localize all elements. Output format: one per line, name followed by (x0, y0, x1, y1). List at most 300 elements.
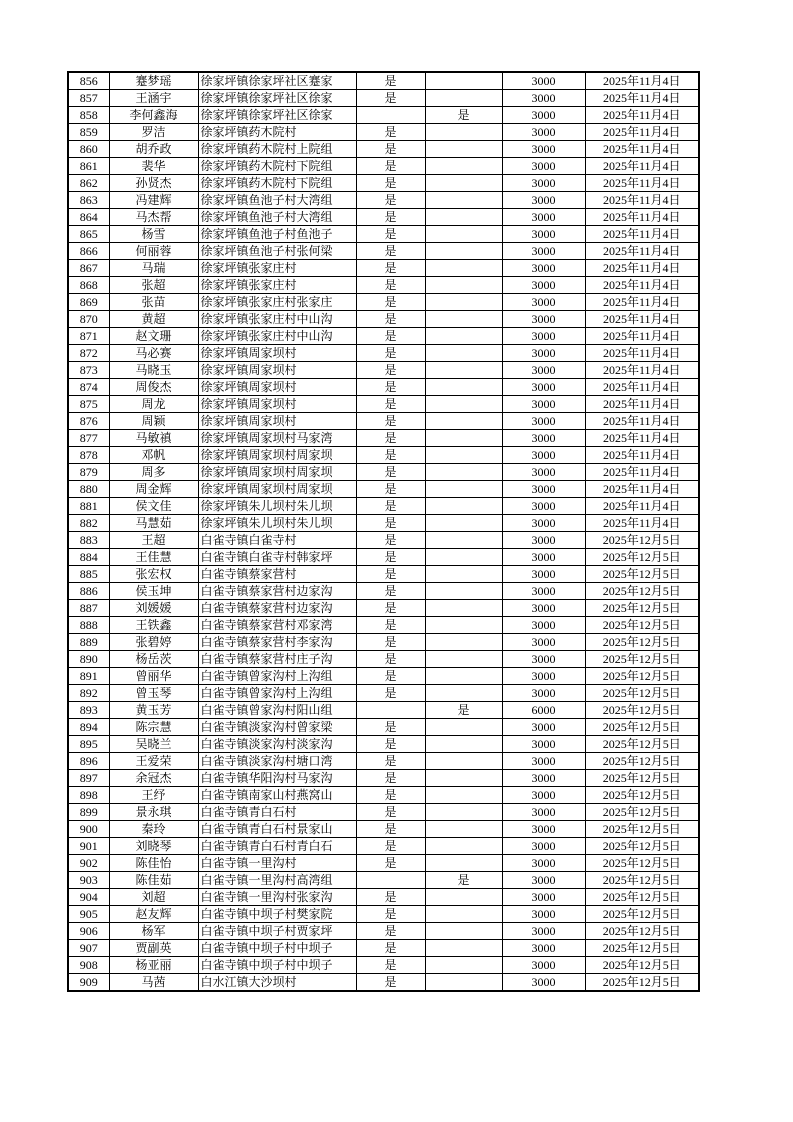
cell-address: 徐家坪镇药木院村 (198, 124, 356, 141)
cell-date: 2025年12月5日 (585, 685, 699, 702)
cell-address: 徐家坪镇鱼池子村张何梁 (198, 243, 356, 260)
cell-confirm-secondary (425, 634, 502, 651)
cell-amount: 3000 (502, 158, 585, 175)
cell-address: 白雀寺镇曾家沟村上沟组 (198, 685, 356, 702)
cell-serial-number: 906 (68, 923, 109, 940)
cell-address: 白雀寺镇一里沟村高湾组 (198, 872, 356, 889)
cell-amount: 3000 (502, 719, 585, 736)
cell-serial-number: 875 (68, 396, 109, 413)
cell-date: 2025年12月5日 (585, 583, 699, 600)
cell-amount: 3000 (502, 311, 585, 328)
cell-serial-number: 886 (68, 583, 109, 600)
cell-person-name: 黄玉芳 (109, 702, 198, 719)
table-row (68, 107, 699, 124)
cell-amount: 3000 (502, 804, 585, 821)
cell-date: 2025年12月5日 (585, 889, 699, 906)
cell-serial-number: 884 (68, 549, 109, 566)
cell-date: 2025年11月4日 (585, 243, 699, 260)
cell-confirm-primary: 是 (356, 464, 425, 481)
cell-person-name: 杨亚丽 (109, 957, 198, 974)
cell-confirm-secondary (425, 770, 502, 787)
cell-address: 徐家坪镇周家坝村周家坝 (198, 464, 356, 481)
cell-amount: 3000 (502, 566, 585, 583)
cell-address: 徐家坪镇药木院村下院组 (198, 175, 356, 192)
cell-date: 2025年12月5日 (585, 532, 699, 549)
cell-date: 2025年12月5日 (585, 821, 699, 838)
cell-confirm-secondary (425, 668, 502, 685)
cell-date: 2025年11月4日 (585, 362, 699, 379)
cell-serial-number: 876 (68, 413, 109, 430)
cell-address: 白雀寺镇蔡家营村邓家湾 (198, 617, 356, 634)
cell-date: 2025年12月5日 (585, 940, 699, 957)
table-row (68, 770, 699, 787)
cell-confirm-primary: 是 (356, 72, 425, 90)
table-row (68, 90, 699, 107)
cell-serial-number: 867 (68, 260, 109, 277)
cell-confirm-primary: 是 (356, 549, 425, 566)
cell-address: 徐家坪镇鱼池子村大湾组 (198, 209, 356, 226)
cell-confirm-primary: 是 (356, 243, 425, 260)
cell-confirm-secondary (425, 685, 502, 702)
cell-amount: 3000 (502, 72, 585, 90)
cell-amount: 3000 (502, 583, 585, 600)
cell-amount: 3000 (502, 923, 585, 940)
cell-date: 2025年12月5日 (585, 838, 699, 855)
cell-address: 徐家坪镇张家庄村中山沟 (198, 328, 356, 345)
cell-address: 徐家坪镇周家坝村周家坝 (198, 481, 356, 498)
cell-confirm-secondary (425, 617, 502, 634)
cell-serial-number: 897 (68, 770, 109, 787)
table-row (68, 787, 699, 804)
cell-address: 徐家坪镇徐家坪社区蹇家 (198, 72, 356, 90)
cell-serial-number: 869 (68, 294, 109, 311)
cell-confirm-secondary (425, 447, 502, 464)
cell-person-name: 贾副英 (109, 940, 198, 957)
cell-address: 徐家坪镇张家庄村 (198, 260, 356, 277)
cell-person-name: 曾丽华 (109, 668, 198, 685)
cell-address: 徐家坪镇张家庄村 (198, 277, 356, 294)
cell-serial-number: 904 (68, 889, 109, 906)
table-row (68, 72, 699, 90)
table-row (68, 651, 699, 668)
cell-serial-number: 885 (68, 566, 109, 583)
cell-serial-number: 887 (68, 600, 109, 617)
cell-confirm-primary: 是 (356, 855, 425, 872)
table-row (68, 566, 699, 583)
cell-person-name: 刘晓琴 (109, 838, 198, 855)
cell-serial-number: 874 (68, 379, 109, 396)
cell-serial-number: 908 (68, 957, 109, 974)
cell-amount: 3000 (502, 90, 585, 107)
table-row (68, 923, 699, 940)
cell-amount: 3000 (502, 736, 585, 753)
table-row (68, 243, 699, 260)
table-row (68, 141, 699, 158)
cell-serial-number: 861 (68, 158, 109, 175)
cell-serial-number: 866 (68, 243, 109, 260)
cell-amount: 3000 (502, 430, 585, 447)
table-row (68, 600, 699, 617)
table-row (68, 940, 699, 957)
cell-address: 徐家坪镇张家庄村张家庄 (198, 294, 356, 311)
cell-date: 2025年11月4日 (585, 90, 699, 107)
table-row (68, 957, 699, 974)
cell-address: 白雀寺镇白雀寺村韩家坪 (198, 549, 356, 566)
cell-confirm-secondary (425, 90, 502, 107)
cell-confirm-secondary (425, 906, 502, 923)
table-row (68, 328, 699, 345)
cell-date: 2025年12月5日 (585, 855, 699, 872)
cell-date: 2025年12月5日 (585, 770, 699, 787)
cell-confirm-secondary (425, 889, 502, 906)
cell-amount: 6000 (502, 702, 585, 719)
table-row (68, 974, 699, 992)
cell-serial-number: 863 (68, 192, 109, 209)
cell-address: 徐家坪镇鱼池子村鱼池子 (198, 226, 356, 243)
cell-confirm-secondary (425, 940, 502, 957)
cell-date: 2025年12月5日 (585, 906, 699, 923)
table-row (68, 124, 699, 141)
cell-amount: 3000 (502, 464, 585, 481)
cell-date: 2025年11月4日 (585, 107, 699, 124)
cell-confirm-secondary (425, 804, 502, 821)
cell-serial-number: 895 (68, 736, 109, 753)
cell-address: 徐家坪镇周家坝村 (198, 413, 356, 430)
cell-confirm-primary: 是 (356, 294, 425, 311)
cell-person-name: 余冠杰 (109, 770, 198, 787)
table-row (68, 447, 699, 464)
cell-amount: 3000 (502, 260, 585, 277)
cell-date: 2025年11月4日 (585, 141, 699, 158)
table-row (68, 617, 699, 634)
cell-amount: 3000 (502, 532, 585, 549)
cell-confirm-primary: 是 (356, 787, 425, 804)
cell-person-name: 王涵宇 (109, 90, 198, 107)
cell-date: 2025年12月5日 (585, 872, 699, 889)
cell-serial-number: 905 (68, 906, 109, 923)
cell-confirm-primary: 是 (356, 447, 425, 464)
cell-person-name: 赵友辉 (109, 906, 198, 923)
cell-person-name: 周金辉 (109, 481, 198, 498)
cell-date: 2025年11月4日 (585, 498, 699, 515)
cell-date: 2025年11月4日 (585, 413, 699, 430)
cell-confirm-primary: 是 (356, 430, 425, 447)
cell-confirm-primary: 是 (356, 719, 425, 736)
table-row (68, 345, 699, 362)
cell-person-name: 侯文佳 (109, 498, 198, 515)
cell-amount: 3000 (502, 838, 585, 855)
cell-address: 白雀寺镇一里沟村 (198, 855, 356, 872)
cell-date: 2025年12月5日 (585, 549, 699, 566)
cell-confirm-primary: 是 (356, 90, 425, 107)
cell-serial-number: 878 (68, 447, 109, 464)
cell-date: 2025年12月5日 (585, 617, 699, 634)
cell-date: 2025年11月4日 (585, 430, 699, 447)
cell-confirm-secondary (425, 736, 502, 753)
table-row (68, 209, 699, 226)
cell-person-name: 黄超 (109, 311, 198, 328)
table-row (68, 396, 699, 413)
cell-confirm-primary: 是 (356, 634, 425, 651)
cell-serial-number: 868 (68, 277, 109, 294)
cell-date: 2025年12月5日 (585, 787, 699, 804)
cell-confirm-secondary (425, 124, 502, 141)
cell-date: 2025年12月5日 (585, 566, 699, 583)
cell-amount: 3000 (502, 124, 585, 141)
cell-address: 徐家坪镇药木院村下院组 (198, 158, 356, 175)
cell-confirm-secondary: 是 (425, 107, 502, 124)
cell-amount: 3000 (502, 413, 585, 430)
cell-address: 白雀寺镇南家山村燕窝山 (198, 787, 356, 804)
cell-address: 白雀寺镇白雀寺村 (198, 532, 356, 549)
cell-amount: 3000 (502, 328, 585, 345)
cell-confirm-primary: 是 (356, 345, 425, 362)
table-row (68, 362, 699, 379)
cell-confirm-secondary (425, 855, 502, 872)
cell-person-name: 张宏权 (109, 566, 198, 583)
cell-person-name: 周俊杰 (109, 379, 198, 396)
cell-address: 徐家坪镇周家坝村 (198, 379, 356, 396)
table-row (68, 311, 699, 328)
cell-person-name: 赵文珊 (109, 328, 198, 345)
cell-confirm-primary: 是 (356, 379, 425, 396)
cell-confirm-secondary (425, 362, 502, 379)
cell-confirm-primary: 是 (356, 481, 425, 498)
cell-address: 徐家坪镇朱儿坝村朱儿坝 (198, 515, 356, 532)
table-row (68, 413, 699, 430)
cell-confirm-secondary (425, 345, 502, 362)
table-row (68, 464, 699, 481)
cell-person-name: 马瑞 (109, 260, 198, 277)
cell-person-name: 陈佳茹 (109, 872, 198, 889)
cell-serial-number: 898 (68, 787, 109, 804)
cell-confirm-primary: 是 (356, 651, 425, 668)
cell-confirm-secondary (425, 260, 502, 277)
table-row (68, 872, 699, 889)
cell-date: 2025年11月4日 (585, 464, 699, 481)
cell-confirm-primary: 是 (356, 515, 425, 532)
table-row (68, 192, 699, 209)
cell-serial-number: 888 (68, 617, 109, 634)
cell-serial-number: 858 (68, 107, 109, 124)
cell-address: 徐家坪镇周家坝村 (198, 362, 356, 379)
cell-serial-number: 890 (68, 651, 109, 668)
cell-amount: 3000 (502, 634, 585, 651)
cell-address: 白雀寺镇曾家沟村阳山组 (198, 702, 356, 719)
cell-amount: 3000 (502, 753, 585, 770)
cell-serial-number: 881 (68, 498, 109, 515)
cell-confirm-primary: 是 (356, 209, 425, 226)
cell-address: 徐家坪镇张家庄村中山沟 (198, 311, 356, 328)
cell-confirm-primary: 是 (356, 889, 425, 906)
table-row (68, 889, 699, 906)
cell-serial-number: 864 (68, 209, 109, 226)
cell-date: 2025年12月5日 (585, 804, 699, 821)
cell-person-name: 何丽蓉 (109, 243, 198, 260)
roster-table-body (68, 72, 699, 991)
cell-serial-number: 859 (68, 124, 109, 141)
cell-amount: 3000 (502, 549, 585, 566)
cell-date: 2025年11月4日 (585, 311, 699, 328)
table-row (68, 855, 699, 872)
cell-confirm-secondary: 是 (425, 872, 502, 889)
cell-serial-number: 873 (68, 362, 109, 379)
cell-date: 2025年11月4日 (585, 209, 699, 226)
cell-confirm-secondary (425, 294, 502, 311)
cell-address: 白雀寺镇蔡家营村边家沟 (198, 583, 356, 600)
cell-serial-number: 892 (68, 685, 109, 702)
table-row (68, 804, 699, 821)
cell-serial-number: 900 (68, 821, 109, 838)
cell-person-name: 周龙 (109, 396, 198, 413)
cell-amount: 3000 (502, 498, 585, 515)
cell-amount: 3000 (502, 685, 585, 702)
cell-serial-number: 901 (68, 838, 109, 855)
cell-date: 2025年12月5日 (585, 719, 699, 736)
cell-date: 2025年11月4日 (585, 481, 699, 498)
cell-confirm-primary: 是 (356, 192, 425, 209)
cell-confirm-primary: 是 (356, 770, 425, 787)
cell-confirm-secondary (425, 328, 502, 345)
cell-confirm-primary: 是 (356, 957, 425, 974)
table-row (68, 634, 699, 651)
table-row (68, 430, 699, 447)
cell-amount: 3000 (502, 226, 585, 243)
cell-confirm-secondary (425, 158, 502, 175)
cell-address: 徐家坪镇周家坝村马家湾 (198, 430, 356, 447)
cell-confirm-secondary (425, 243, 502, 260)
cell-person-name: 张碧婷 (109, 634, 198, 651)
cell-date: 2025年11月4日 (585, 515, 699, 532)
cell-person-name: 刘超 (109, 889, 198, 906)
cell-address: 徐家坪镇徐家坪社区徐家 (198, 107, 356, 124)
cell-person-name: 王纾 (109, 787, 198, 804)
cell-amount: 3000 (502, 974, 585, 992)
cell-person-name: 蹇梦瑶 (109, 72, 198, 90)
cell-amount: 3000 (502, 855, 585, 872)
cell-confirm-secondary (425, 549, 502, 566)
cell-confirm-primary: 是 (356, 736, 425, 753)
cell-person-name: 马杰帮 (109, 209, 198, 226)
cell-person-name: 刘媛媛 (109, 600, 198, 617)
table-row (68, 583, 699, 600)
cell-date: 2025年12月5日 (585, 702, 699, 719)
cell-amount: 3000 (502, 175, 585, 192)
cell-address: 白雀寺镇华阳沟村马家沟 (198, 770, 356, 787)
cell-amount: 3000 (502, 651, 585, 668)
cell-confirm-secondary (425, 209, 502, 226)
cell-confirm-primary: 是 (356, 532, 425, 549)
cell-date: 2025年11月4日 (585, 124, 699, 141)
cell-amount: 3000 (502, 294, 585, 311)
cell-address: 白雀寺镇淡家沟村淡家沟 (198, 736, 356, 753)
cell-serial-number: 870 (68, 311, 109, 328)
cell-person-name: 李何鑫海 (109, 107, 198, 124)
cell-confirm-primary: 是 (356, 413, 425, 430)
cell-serial-number: 909 (68, 974, 109, 992)
cell-address: 白雀寺镇中坝子村樊家院 (198, 906, 356, 923)
cell-date: 2025年11月4日 (585, 277, 699, 294)
cell-confirm-primary: 是 (356, 583, 425, 600)
cell-address: 白雀寺镇蔡家营村李家沟 (198, 634, 356, 651)
cell-amount: 3000 (502, 940, 585, 957)
table-row (68, 481, 699, 498)
cell-confirm-secondary (425, 583, 502, 600)
cell-date: 2025年11月4日 (585, 72, 699, 90)
cell-confirm-secondary (425, 821, 502, 838)
cell-amount: 3000 (502, 447, 585, 464)
cell-person-name: 杨军 (109, 923, 198, 940)
cell-amount: 3000 (502, 107, 585, 124)
cell-person-name: 王爱荣 (109, 753, 198, 770)
table-row (68, 838, 699, 855)
table-row (68, 498, 699, 515)
cell-serial-number: 862 (68, 175, 109, 192)
cell-amount: 3000 (502, 481, 585, 498)
cell-confirm-secondary (425, 600, 502, 617)
cell-address: 白雀寺镇蔡家营村边家沟 (198, 600, 356, 617)
cell-address: 徐家坪镇周家坝村 (198, 396, 356, 413)
cell-amount: 3000 (502, 277, 585, 294)
cell-confirm-secondary (425, 957, 502, 974)
cell-amount: 3000 (502, 379, 585, 396)
cell-confirm-primary: 是 (356, 311, 425, 328)
cell-address: 白雀寺镇中坝子村中坝子 (198, 940, 356, 957)
cell-date: 2025年12月5日 (585, 668, 699, 685)
cell-person-name: 马茜 (109, 974, 198, 992)
cell-address: 白雀寺镇蔡家营村 (198, 566, 356, 583)
cell-person-name: 曾玉琴 (109, 685, 198, 702)
table-row (68, 277, 699, 294)
cell-confirm-primary: 是 (356, 804, 425, 821)
cell-serial-number: 856 (68, 72, 109, 90)
cell-amount: 3000 (502, 668, 585, 685)
cell-person-name: 马敏禛 (109, 430, 198, 447)
cell-address: 白雀寺镇青白石村青白石 (198, 838, 356, 855)
cell-confirm-secondary (425, 498, 502, 515)
cell-date: 2025年11月4日 (585, 158, 699, 175)
cell-address: 白水江镇大沙坝村 (198, 974, 356, 992)
table-row (68, 175, 699, 192)
cell-confirm-secondary: 是 (425, 702, 502, 719)
cell-serial-number: 891 (68, 668, 109, 685)
cell-person-name: 周颖 (109, 413, 198, 430)
cell-confirm-primary: 是 (356, 974, 425, 992)
cell-confirm-primary: 是 (356, 260, 425, 277)
cell-person-name: 张苗 (109, 294, 198, 311)
cell-person-name: 王铁鑫 (109, 617, 198, 634)
table-row (68, 821, 699, 838)
cell-amount: 3000 (502, 889, 585, 906)
cell-amount: 3000 (502, 821, 585, 838)
cell-confirm-secondary (425, 277, 502, 294)
cell-date: 2025年11月4日 (585, 294, 699, 311)
table-row (68, 549, 699, 566)
cell-confirm-secondary (425, 175, 502, 192)
cell-person-name: 罗洁 (109, 124, 198, 141)
cell-confirm-primary: 是 (356, 158, 425, 175)
cell-confirm-secondary (425, 566, 502, 583)
cell-date: 2025年11月4日 (585, 192, 699, 209)
cell-person-name: 秦玲 (109, 821, 198, 838)
cell-amount: 3000 (502, 957, 585, 974)
cell-confirm-primary: 是 (356, 141, 425, 158)
cell-date: 2025年12月5日 (585, 651, 699, 668)
cell-date: 2025年12月5日 (585, 974, 699, 992)
table-row (68, 753, 699, 770)
cell-confirm-primary: 是 (356, 821, 425, 838)
cell-date: 2025年11月4日 (585, 379, 699, 396)
